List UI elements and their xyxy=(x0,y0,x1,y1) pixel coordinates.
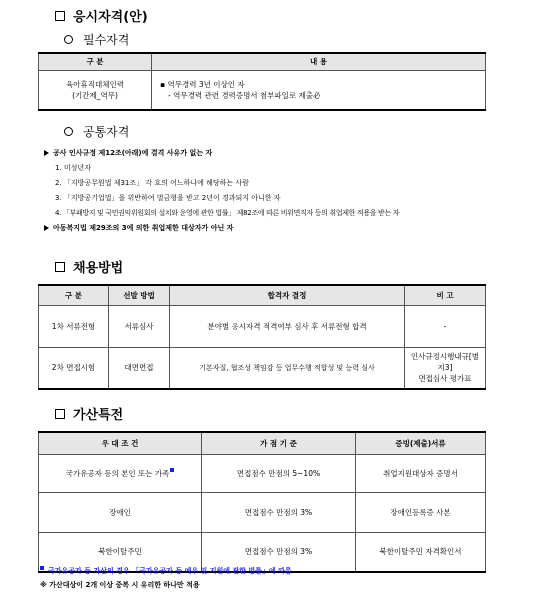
table-row: 2차 면접시험 대면면접 기본자질, 협조성 책임감 등 업무수행 적합성 및 능력 심사 인사규정시행내규[별지3] 면접심사 평가표 xyxy=(39,347,486,389)
square-bullet-icon xyxy=(55,11,65,21)
bonus-table xyxy=(38,431,486,573)
position-label: 육아휴직대체인력 (기간제_역무) xyxy=(39,70,152,110)
square-bullet-icon xyxy=(55,409,65,419)
table-header: 증빙(제출)서류 xyxy=(356,432,486,454)
triangle-bullet-icon xyxy=(44,150,49,156)
table-header: 가 점 기 준 xyxy=(202,432,356,454)
common-heading-2: 아동복지법 제29조의 3에 의한 취업제한 대상자가 아닌 자 xyxy=(44,223,233,233)
list-item: 3. 「지방공기업법」을 위반하여 벌금형을 받고 2년이 경과되지 아니한 자 xyxy=(55,194,281,202)
triangle-bullet-icon xyxy=(44,225,49,231)
list-item: 4. 「부패방지 및 국민권익위원회의 설치와 운영에 관한 법률」 제82조에 따른 비위면직자 등의 취업제한 적용을 받는 자 xyxy=(55,209,400,217)
circle-bullet-icon xyxy=(64,35,73,44)
table-row: 1차 서류전형 서류심사 분야별 응시자격 적격여부 심사 후 서류전형 합격 - xyxy=(39,305,486,347)
list-item: 1. 미성년자 xyxy=(55,164,91,172)
table-header: 구 분 xyxy=(39,285,109,305)
requirement-content: ▪ 역무경력 3년 이상인 자 - 역무경력 관련 경력증명서 첨부파일로 제출必 xyxy=(152,70,486,110)
table-header: 선발 방법 xyxy=(109,285,170,305)
note-duplicate: ※ 가산대상이 2개 이상 중복 시 유리한 하나만 적용 xyxy=(40,581,200,589)
table-header: 구 분 xyxy=(39,53,152,70)
subsection-common: 공통자격 xyxy=(64,123,129,140)
blue-marker-icon xyxy=(40,566,44,570)
table-row: 북한이탈주민 면접점수 만점의 3% 북한이탈주민 자격확인서 xyxy=(39,532,486,572)
table-row: 국가유공자 등의 본인 또는 가족 면접점수 만점의 5~10% 취업지원대상자 증명서 xyxy=(39,454,486,492)
subsection-required: 필수자격 xyxy=(64,31,129,48)
note-veterans: 국가유공자 등 가산의 경우 「국가유공자 등 예우 및 지원에 관한 법률」에 따름 xyxy=(40,566,292,576)
square-bullet-icon xyxy=(55,262,65,272)
common-heading-1: 공사 인사규정 제12조(아래)에 결격 사유가 없는 자 xyxy=(44,148,212,158)
list-item: 2. 「지방공무원법 제31조」 각 호의 어느하나에 해당하는 사람 xyxy=(55,179,249,187)
section-title-bonus: 가산특전 xyxy=(55,404,123,423)
blue-marker-icon xyxy=(170,468,174,472)
table-header: 합격자 결정 xyxy=(170,285,405,305)
required-qualification-table xyxy=(38,52,486,111)
table-header: 비 고 xyxy=(405,285,486,305)
table-row: 장애인 면접점수 만점의 3% 장애인등록증 사본 xyxy=(39,492,486,532)
section-title-qualification: 응시자격(안) xyxy=(55,6,148,25)
circle-bullet-icon xyxy=(64,127,73,136)
selection-method-table xyxy=(38,284,486,390)
section-title-method: 채용방법 xyxy=(55,257,123,276)
table-header: 내 용 xyxy=(152,53,486,70)
table-header: 우 대 조 건 xyxy=(39,432,202,454)
